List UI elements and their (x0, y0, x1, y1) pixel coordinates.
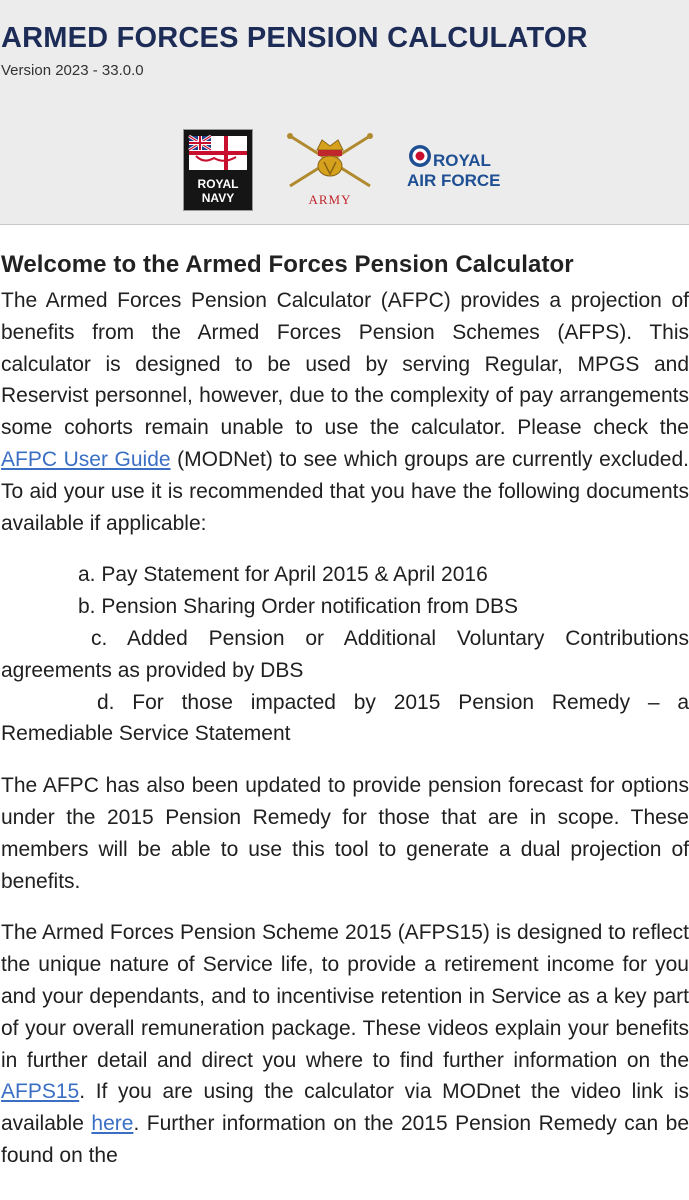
service-logos (184, 128, 524, 212)
raf-logo-text-1: ROYAL (433, 151, 491, 170)
list-item: a. Pay Statement for April 2015 & April 2016 (78, 563, 488, 587)
main-content (0, 251, 689, 1172)
afps15-text-3: . Further information on the 2015 Pension Remedy can be found on the (1, 1112, 689, 1167)
welcome-heading: Welcome to the Armed Forces Pension Calculator (1, 251, 574, 278)
list-item: d. For those impacted by 2015 Pension Remedy – a Remediable Service Statement (1, 690, 689, 746)
remedy-paragraph: The AFPC has also been updated to provide pension forecast for options under the 2015 Pension Remedy for those that are in scope. These members will be able to use this tool to generate a dual projection of benefits. (1, 774, 689, 893)
navy-logo-text-1: ROYAL (197, 177, 239, 191)
afps15-link[interactable]: AFPS15 (1, 1080, 80, 1104)
afpc-user-guide-link[interactable]: AFPC User Guide (1, 447, 171, 471)
afps15-paragraph (1, 917, 689, 1171)
list-item: b. Pension Sharing Order notification from DBS (78, 595, 519, 619)
version-label: Version 2023 - 33.0.0 (1, 62, 144, 79)
army-logo (284, 128, 376, 210)
afps15-text-1: The Armed Forces Pension Scheme 2015 (AFPS15) is designed to reflect the unique nature of Service life, to provide a retirement income for you and your dependants, and to incentivise retention in Service as a key part of your overall remuneration package. These videos explain your benefits in further detail and direct you where to find further information on the (1, 921, 689, 1072)
intro-text-2: (MODNet) to see which groups are currently excluded. To aid your use it is recommended that you have the following documents available if applicable: (1, 447, 689, 535)
raf-logo-text-2: AIR FORCE (407, 171, 501, 190)
intro-text-1: The Armed Forces Pension Calculator (AFPC) provides a projection of benefits from the Armed Forces Pension Schemes (AFPS). This calculator is designed to be used by serving Regular, MPGS and Reservist personnel, however, due to the complexity of pay arrangements some cohorts remain unable to use the calculator. Please check the (1, 289, 689, 440)
navy-logo-text-2: NAVY (201, 191, 235, 205)
video-here-link[interactable]: here (91, 1112, 134, 1136)
documents-list (1, 559, 689, 750)
app-header (0, 0, 689, 225)
army-logo-text: ARMY (308, 192, 352, 207)
afps15-text-2: . If you are using the calculator via MODnet the video link is available (1, 1080, 689, 1136)
app-title: ARMED FORCES PENSION CALCULATOR (1, 22, 588, 54)
raf-logo (406, 142, 516, 198)
royal-navy-logo (184, 130, 252, 210)
list-item: c. Added Pension or Additional Voluntary Contributions agreements as provided by DBS (1, 626, 689, 682)
intro-paragraph (1, 285, 689, 539)
